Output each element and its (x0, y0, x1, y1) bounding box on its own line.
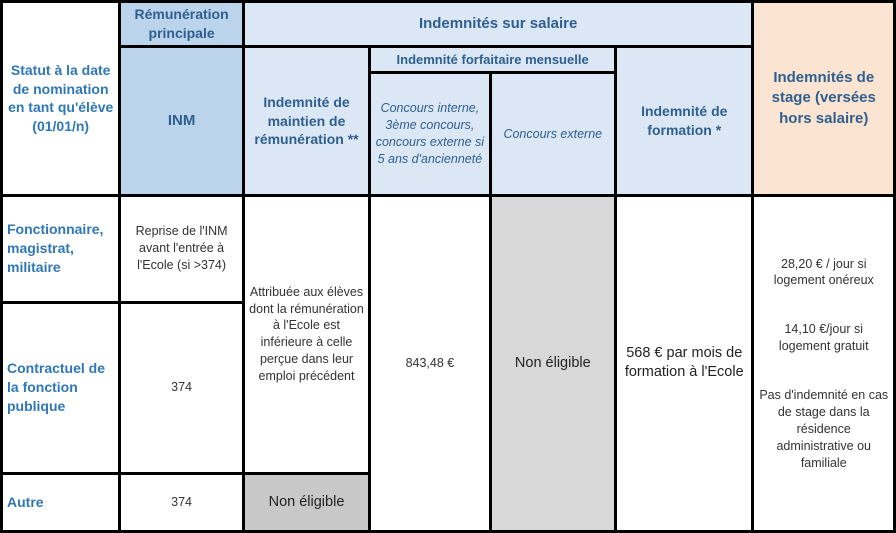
remuneration-principale-header: Rémunération principale (120, 2, 243, 47)
stage-values (753, 195, 895, 531)
concours-interne-header: Concours interne, 3ème concours, concours externe si 5 ans d'ancienneté (370, 73, 490, 196)
row-label-contractuel: Contractuel de la fonction publique (2, 302, 120, 473)
concours-externe-header: Concours externe (490, 73, 615, 196)
inm-header: INM (120, 47, 243, 196)
indemnite-maintien-header: Indemnité de maintien de rémunération ** (243, 47, 369, 196)
formation-value: 568 € par mois de formation à l'Ecole (616, 195, 753, 531)
indemnites-stage-header: Indemnités de stage (versées hors salaire) (753, 2, 895, 196)
indemnite-formation-header: Indemnité de formation * (616, 47, 753, 196)
maintien-autre-non-eligible: Non éligible (243, 473, 369, 531)
forfaitaire-externe-non-eligible: Non éligible (490, 195, 615, 531)
row-label-autre: Autre (2, 473, 120, 531)
stage-pas-indemnite: Pas d'indemnité en cas de stage dans la résidence administrative ou familiale (759, 388, 889, 470)
inm-fonctionnaire: Reprise de l'INM avant l'entrée à l'Ecole (si >374) (120, 195, 243, 302)
inm-autre: 374 (120, 473, 243, 531)
row-label-fonctionnaire: Fonctionnaire, magistrat, militaire (2, 195, 120, 302)
indemnites-sur-salaire-header: Indemnités sur salaire (243, 2, 753, 47)
forfaitaire-interne-value: 843,48 € (370, 195, 490, 531)
status-header: Statut à la date de nomination en tant qu'élève (01/01/n) (2, 2, 120, 196)
stage-logement-onereux: 28,20 € / jour si logement onéreux (773, 256, 874, 288)
stage-logement-gratuit: 14,10 €/jour si logement gratuit (778, 322, 869, 354)
indemnite-forfaitaire-header: Indemnité forfaitaire mensuelle (370, 47, 616, 73)
inm-contractuel: 374 (120, 302, 243, 473)
maintien-description: Attribuée aux élèves dont la rémunération à l'Ecole est inférieure à celle perçue dans leur emploi précédent (243, 195, 369, 473)
